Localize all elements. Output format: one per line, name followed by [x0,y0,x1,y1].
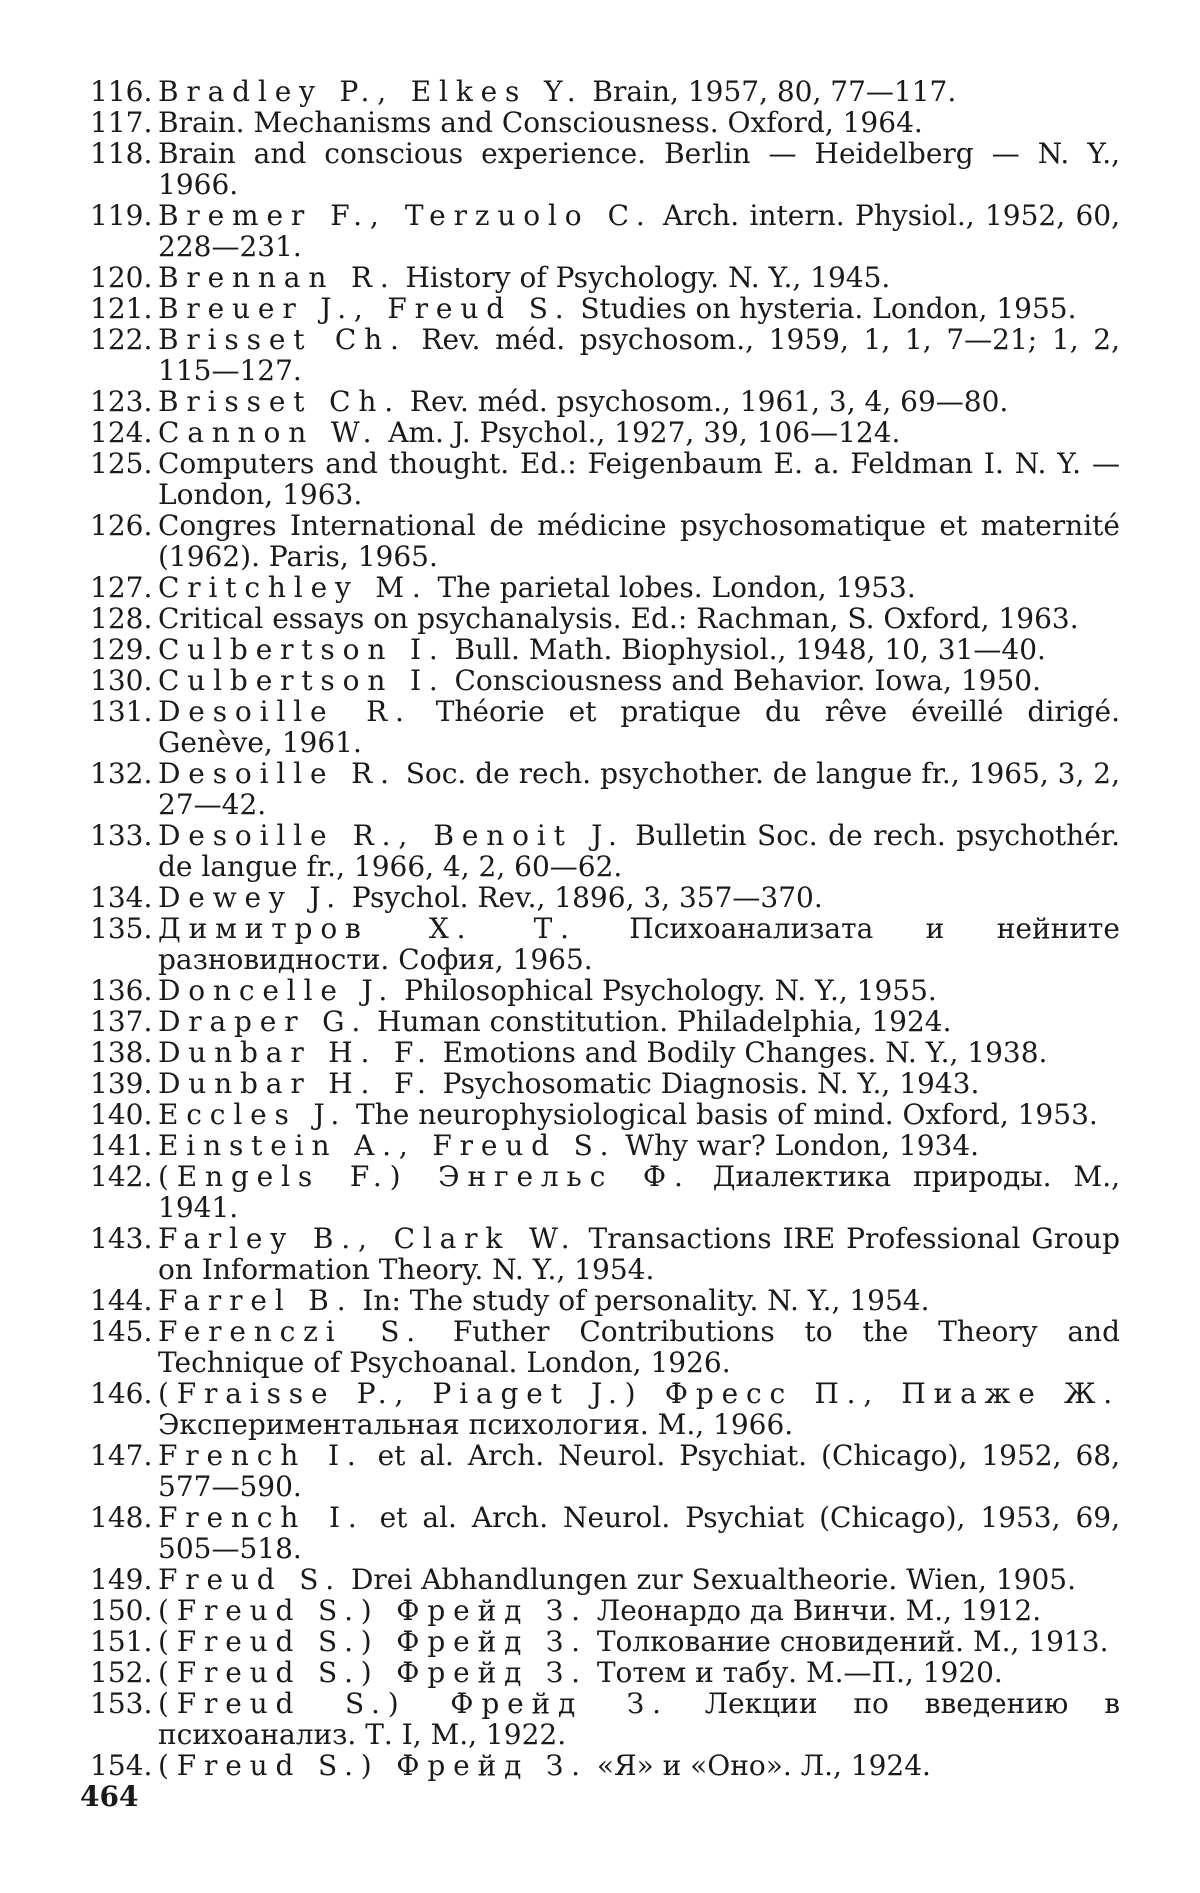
entry-number: 121. [90,292,153,325]
bibliography-entry [90,1285,1120,1316]
entry-author: Ferenczi S. [158,1315,424,1348]
bibliography-entry [90,1378,1120,1440]
entry-number: 148. [90,1501,153,1534]
entry-text [158,1223,1120,1285]
entry-number: 120. [90,261,153,294]
entry-number: 151. [90,1625,153,1658]
entry-text [158,1688,1120,1750]
entry-reference: Emotions and Bodily Changes. N. Y., 1938. [433,1036,1048,1069]
entry-reference: Soc. de rech. psychother. de langue fr., 1965, 3, 2, 27—42. [158,757,1121,821]
entry-number: 127. [90,571,153,604]
entry-number: 131. [90,695,153,728]
entry-reference: Psychosomatic Diagnosis. N. Y., 1943. [433,1067,980,1100]
entry-reference: Экспериментальная психология. М., 1966. [158,1408,794,1441]
entry-text [158,138,1120,200]
bibliography-entry [90,1626,1120,1657]
entry-reference: In: The study of personality. N. Y., 1954. [353,1284,930,1317]
entry-author: Culbertson I. [158,664,446,697]
bibliography-entry [90,510,1120,572]
bibliography-entry [90,572,1120,603]
bibliography-entry [90,882,1120,913]
entry-number: 125. [90,447,153,480]
entry-reference: Human constitution. Philadelphia, 1924. [368,1005,952,1038]
entry-reference: Arch. intern. Physiol., 1952, 60, 228—231. [158,199,1120,263]
bibliography-list [90,76,1120,1781]
entry-reference: Psychol. Rev., 1896, 3, 357—370. [342,881,823,914]
entry-reference: Brain. Mechanisms and Consciousness. Oxford, 1964. [158,106,923,139]
bibliography-entry [90,1099,1120,1130]
entry-text [158,262,1120,293]
entry-author: Culbertson I. [158,633,446,666]
entry-text [158,603,1120,634]
entry-author: Brisset Ch. [158,385,401,418]
entry-author: French I. [158,1501,365,1534]
entry-author: (Fraisse P., Piaget J.) Фресс П., Пиаже Ж. [158,1377,1120,1410]
bibliography-entry [90,1068,1120,1099]
entry-text [158,696,1120,758]
entry-number: 143. [90,1222,153,1255]
entry-number: 141. [90,1129,153,1162]
entry-number: 145. [90,1315,153,1348]
entry-number: 139. [90,1067,153,1100]
bibliography-entry [90,1037,1120,1068]
entry-number: 132. [90,757,153,790]
entry-reference: The parietal lobes. London, 1953. [428,571,916,604]
entry-author: (Freud S.) Фрейд З. [158,1687,669,1720]
entry-author: Димитров X. Т. [158,912,577,945]
entry-reference: Rev. méd. psychosom., 1959, 1, 1, 7—21; 1, 2, 115—127. [158,323,1120,387]
entry-reference: «Я» и «Оно». Л., 1924. [587,1749,931,1782]
entry-author: Freud S. [158,1563,343,1596]
entry-text [158,913,1120,975]
bibliography-entry [90,1750,1120,1781]
entry-number: 123. [90,385,153,418]
entry-text [158,572,1120,603]
bibliography-entry [90,386,1120,417]
entry-author: Doncelle J. [158,974,396,1007]
entry-number: 116. [90,75,153,108]
entry-text [158,1130,1120,1161]
entry-author: Brisset Ch. [158,323,407,356]
entry-text [158,882,1120,913]
entry-number: 130. [90,664,153,697]
entry-number: 128. [90,602,153,635]
entry-author: Farley B., Clark W. [158,1222,578,1255]
entry-reference: Critical essays on psychanalysis. Ed.: Rachman, S. Oxford, 1963. [158,602,1079,635]
entry-number: 150. [90,1594,153,1627]
entry-text [158,107,1120,138]
entry-reference: Studies on hysteria. London, 1955. [571,292,1077,325]
entry-text [158,510,1120,572]
entry-number: 122. [90,323,153,356]
entry-number: 140. [90,1098,153,1131]
entry-reference: et al. Arch. Neurol. Psychiat (Chicago), 1953, 69, 505—518. [158,1501,1121,1565]
entry-number: 119. [90,199,153,232]
entry-author: (Freud S.) Фрейд З. [158,1656,588,1689]
entry-number: 152. [90,1656,153,1689]
entry-author: Breuer J., Freud S. [158,292,572,325]
entry-text [158,1502,1120,1564]
entry-reference: Why war? London, 1934. [616,1129,980,1162]
bibliography-entry [90,417,1120,448]
entry-text [158,1595,1120,1626]
entry-reference: Лекции по введению в психоанализ. Т. I, М., 1922. [158,1687,1120,1751]
entry-text [158,1068,1120,1099]
entry-text [158,1285,1120,1316]
entry-number: 154. [90,1749,153,1782]
bibliography-entry [90,1595,1120,1626]
entry-reference: Futher Contributions to the Theory and Technique of Psychoanal. London, 1926. [158,1315,1121,1379]
entry-number: 136. [90,974,153,1007]
bibliography-entry [90,975,1120,1006]
bibliography-entry [90,696,1120,758]
entry-text [158,1440,1120,1502]
entry-reference: Толкование сновидений. М., 1913. [587,1625,1109,1658]
bibliography-entry [90,262,1120,293]
bibliography-entry [90,1688,1120,1750]
bibliography-entry [90,634,1120,665]
entry-text [158,1750,1120,1781]
entry-author: (Freud S.) Фрейд З. [158,1594,588,1627]
entry-reference: Transactions IRE Professional Group on Information Theory. N. Y., 1954. [158,1222,1120,1286]
entry-text [158,1037,1120,1068]
bibliography-entry [90,1440,1120,1502]
entry-text [158,76,1120,107]
entry-number: 137. [90,1005,153,1038]
entry-reference: Am. J. Psychol., 1927, 39, 106—124. [379,416,901,449]
bibliography-entry [90,1161,1120,1223]
bibliography-entry [90,1564,1120,1595]
entry-reference: Théorie et pratique du rêve éveillé dirigé. Genève, 1961. [158,695,1121,759]
entry-author: Draper G. [158,1005,369,1038]
bibliography-entry [90,200,1120,262]
entry-text [158,417,1120,448]
entry-reference: History of Psychology. N. Y., 1945. [396,261,891,294]
entry-author: Critchley M. [158,571,429,604]
entry-author: Brennan R. [158,261,397,294]
page-number: 464 [80,1780,139,1813]
entry-text [158,1006,1120,1037]
entry-author: Eccles J. [158,1098,348,1131]
entry-reference: Bulletin Soc. de rech. psychothér. de langue fr., 1966, 4, 2, 60—62. [158,819,1120,883]
bibliography-entry [90,665,1120,696]
entry-author: (Freud S.) Фрейд З. [158,1625,588,1658]
entry-number: 149. [90,1563,153,1596]
bibliography-entry [90,1006,1120,1037]
entry-text [158,1657,1120,1688]
entry-number: 144. [90,1284,153,1317]
entry-author: Dunbar H. F. [158,1067,434,1100]
entry-number: 142. [90,1160,153,1193]
entry-author: Cannon W. [158,416,380,449]
entry-number: 117. [90,106,153,139]
entry-reference: Психоанализата и нейните разновидности. София, 1965. [158,912,1120,976]
entry-reference: Philosophical Psychology. N. Y., 1955. [395,974,937,1007]
bibliography-entry [90,1502,1120,1564]
bibliography-entry [90,76,1120,107]
entry-reference: Computers and thought. Ed.: Feigenbaum E. a. Feldman I. N. Y. — London, 1963. [158,447,1120,511]
entry-number: 134. [90,881,153,914]
entry-reference: et al. Arch. Neurol. Psychiat. (Chicago), 1952, 68, 577—590. [158,1439,1120,1503]
bibliography-entry [90,1223,1120,1285]
bibliography-entry [90,107,1120,138]
entry-number: 135. [90,912,153,945]
entry-text [158,1564,1120,1595]
entry-reference: Drei Abhandlungen zur Sexualtheorie. Wien, 1905. [342,1563,1077,1596]
entry-author: Desoille R. [158,757,397,790]
entry-reference: Brain, 1957, 80, 77—117. [583,75,957,108]
entry-reference: Consciousness and Behavior. Iowa, 1950. [445,664,1042,697]
entry-number: 118. [90,137,153,170]
entry-number: 129. [90,633,153,666]
bibliography-entry [90,1657,1120,1688]
bibliography-entry [90,324,1120,386]
bibliography-entry [90,1130,1120,1161]
entry-number: 133. [90,819,153,852]
entry-reference: Rev. méd. psychosom., 1961, 3, 4, 69—80. [400,385,1009,418]
entry-text [158,1161,1120,1223]
entry-author: French I. [158,1439,364,1472]
entry-text [158,820,1120,882]
bibliography-entry [90,603,1120,634]
entry-reference: Леонардо да Винчи. М., 1912. [587,1594,1042,1627]
entry-reference: Bull. Math. Biophysiol., 1948, 10, 31—40. [445,633,1046,666]
entry-text [158,1316,1120,1378]
entry-reference: Диалектика природы. М., 1941. [158,1160,1121,1224]
entry-number: 147. [90,1439,153,1472]
entry-text [158,634,1120,665]
entry-text [158,758,1120,820]
entry-number: 146. [90,1377,153,1410]
entry-text [158,1626,1120,1657]
entry-author: Bradley P., Elkes Y. [158,75,584,108]
entry-author: Bremer F., Terzuolo C. [158,199,653,232]
entry-reference: Тотем и табу. М.—П., 1920. [587,1656,1003,1689]
entry-author: Desoille R., Benoit J. [158,819,625,852]
bibliography-entry [90,913,1120,975]
entry-reference: Congres International de médicine psychosomatique et maternité (1962). Paris, 1965. [158,509,1120,573]
entry-text [158,448,1120,510]
entry-author: Farrel B. [158,1284,354,1317]
entry-reference: Brain and conscious experience. Berlin — Heidelberg — N. Y., 1966. [158,137,1120,201]
entry-text [158,1099,1120,1130]
entry-text [158,324,1120,386]
bibliography-entry [90,758,1120,820]
entry-number: 153. [90,1687,153,1720]
bibliography-entry [90,448,1120,510]
bibliography-entry [90,1316,1120,1378]
entry-reference: The neurophysiological basis of mind. Oxford, 1953. [347,1098,1098,1131]
bibliography-entry [90,293,1120,324]
entry-author: (Freud S.) Фрейд З. [158,1749,588,1782]
entry-author: (Engels F.) Энгельс Ф. [158,1160,691,1193]
entry-text [158,200,1120,262]
entry-text [158,1378,1120,1440]
entry-author: Dewey J. [158,881,343,914]
bibliography-entry [90,138,1120,200]
entry-text [158,975,1120,1006]
entry-text [158,293,1120,324]
entry-text [158,386,1120,417]
entry-number: 126. [90,509,153,542]
entry-author: Desoille R. [158,695,412,728]
entry-text [158,665,1120,696]
entry-author: Einstein A., Freud S. [158,1129,617,1162]
entry-number: 138. [90,1036,153,1069]
entry-author: Dunbar H. F. [158,1036,434,1069]
bibliography-entry [90,820,1120,882]
entry-number: 124. [90,416,153,449]
